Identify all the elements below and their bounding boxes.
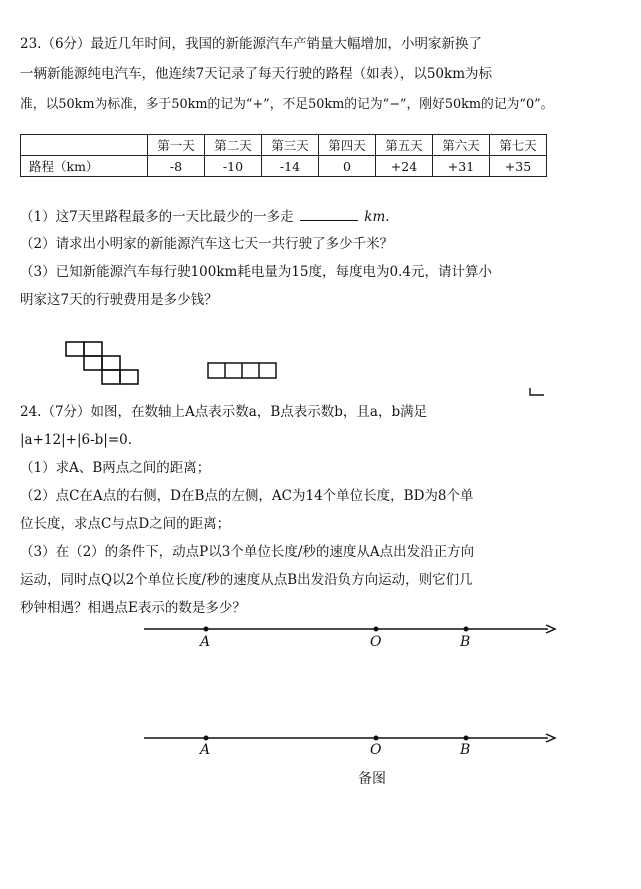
cube-net-figure (64, 340, 164, 398)
q23-sub1-unit: km. (364, 209, 390, 225)
mileage-table (20, 134, 547, 177)
point-b-dot-2 (464, 736, 469, 741)
q23-sub1 (20, 206, 390, 227)
axis2-label-b: B (460, 742, 471, 758)
axis1-label-b: B (460, 634, 471, 650)
axis2-label-o: O (370, 742, 382, 758)
day-value-7: +35 (490, 156, 547, 177)
q24-sub1: （1）求A、B两点之间的距离； (20, 460, 211, 476)
q23-sub2: （2）请求出小明家的新能源汽车这七天一共行驶了多少千米？ (20, 236, 394, 252)
axis1-label-a: A (200, 634, 211, 650)
axis1-label-o: O (370, 634, 382, 650)
day-value-3: -14 (262, 156, 319, 177)
q24-sub2-line-2: 位长度，求点C与点D之间的距离； (20, 516, 231, 532)
q23-sub3-line-2: 明家这7天的行驶费用是多少钱？ (20, 292, 218, 308)
table-header-row (21, 135, 547, 156)
table-corner-cell (21, 135, 148, 156)
day-header-4: 第四天 (319, 135, 376, 156)
q23-line-1: 23.（6分）最近几年时间，我国的新能源汽车产销量大幅增加，小明家新换了 (20, 36, 483, 52)
day-value-5: +24 (376, 156, 433, 177)
q24-line-2: |a+12|+|6-b|=0. (20, 432, 133, 448)
point-a-dot-2 (204, 736, 209, 741)
q23-sub3-line-1: （3）已知新能源汽车每行驶100km耗电量为15度，每度电为0.4元，请计算小 (20, 264, 492, 280)
day-header-6: 第六天 (433, 135, 490, 156)
day-header-1: 第一天 (148, 135, 205, 156)
point-o-dot-2 (374, 736, 379, 741)
day-header-7: 第七天 (490, 135, 547, 156)
day-header-5: 第五天 (376, 135, 433, 156)
axis2-label-a: A (200, 742, 211, 758)
day-header-2: 第二天 (205, 135, 262, 156)
q23-sub1-text: （1）这7天里路程最多的一天比最少的一多走 (20, 209, 294, 225)
day-value-6: +31 (433, 156, 490, 177)
day-value-4: 0 (319, 156, 376, 177)
point-b-dot (464, 627, 469, 632)
q23-line-2: 一辆新能源纯电汽车，他连续7天记录了每天行驶的路程（如表），以50km为标 (20, 66, 492, 82)
backup-figure-caption: 备图 (358, 771, 386, 787)
q23-line-3: 准，以50km为标准，多于50km的记为“+”，不足50km的记为“−”，刚好50km的记为“0”。 (20, 97, 554, 112)
day-value-1: -8 (148, 156, 205, 177)
q24-sub3-line-1: （3）在（2）的条件下，动点P以3个单位长度/秒的速度从A点出发沿正方向 (20, 544, 475, 560)
q24-sub2-line-1: （2）点C在A点的右侧，D在B点的左侧，AC为14个单位长度，BD为8个单 (20, 488, 474, 504)
q24-sub3-line-2: 运动，同时点Q以2个单位长度/秒的速度从点B出发沿负方向运动，则它们几 (20, 572, 473, 588)
rectangle-strip-figure (206, 360, 280, 382)
day-header-3: 第三天 (262, 135, 319, 156)
day-value-2: -10 (205, 156, 262, 177)
q24-sub3-line-3: 秒钟相遇？相遇点E表示的数是多少？ (20, 600, 246, 616)
point-a-dot (204, 627, 209, 632)
answer-blank[interactable] (300, 206, 358, 221)
row-label: 路程（km） (21, 156, 148, 177)
point-o-dot (374, 627, 379, 632)
q24-line-1: 24.（7分）如图，在数轴上A点表示数a，B点表示数b，且a，b满足 (20, 404, 428, 420)
table-value-row (21, 156, 547, 177)
corner-mark (528, 386, 548, 398)
